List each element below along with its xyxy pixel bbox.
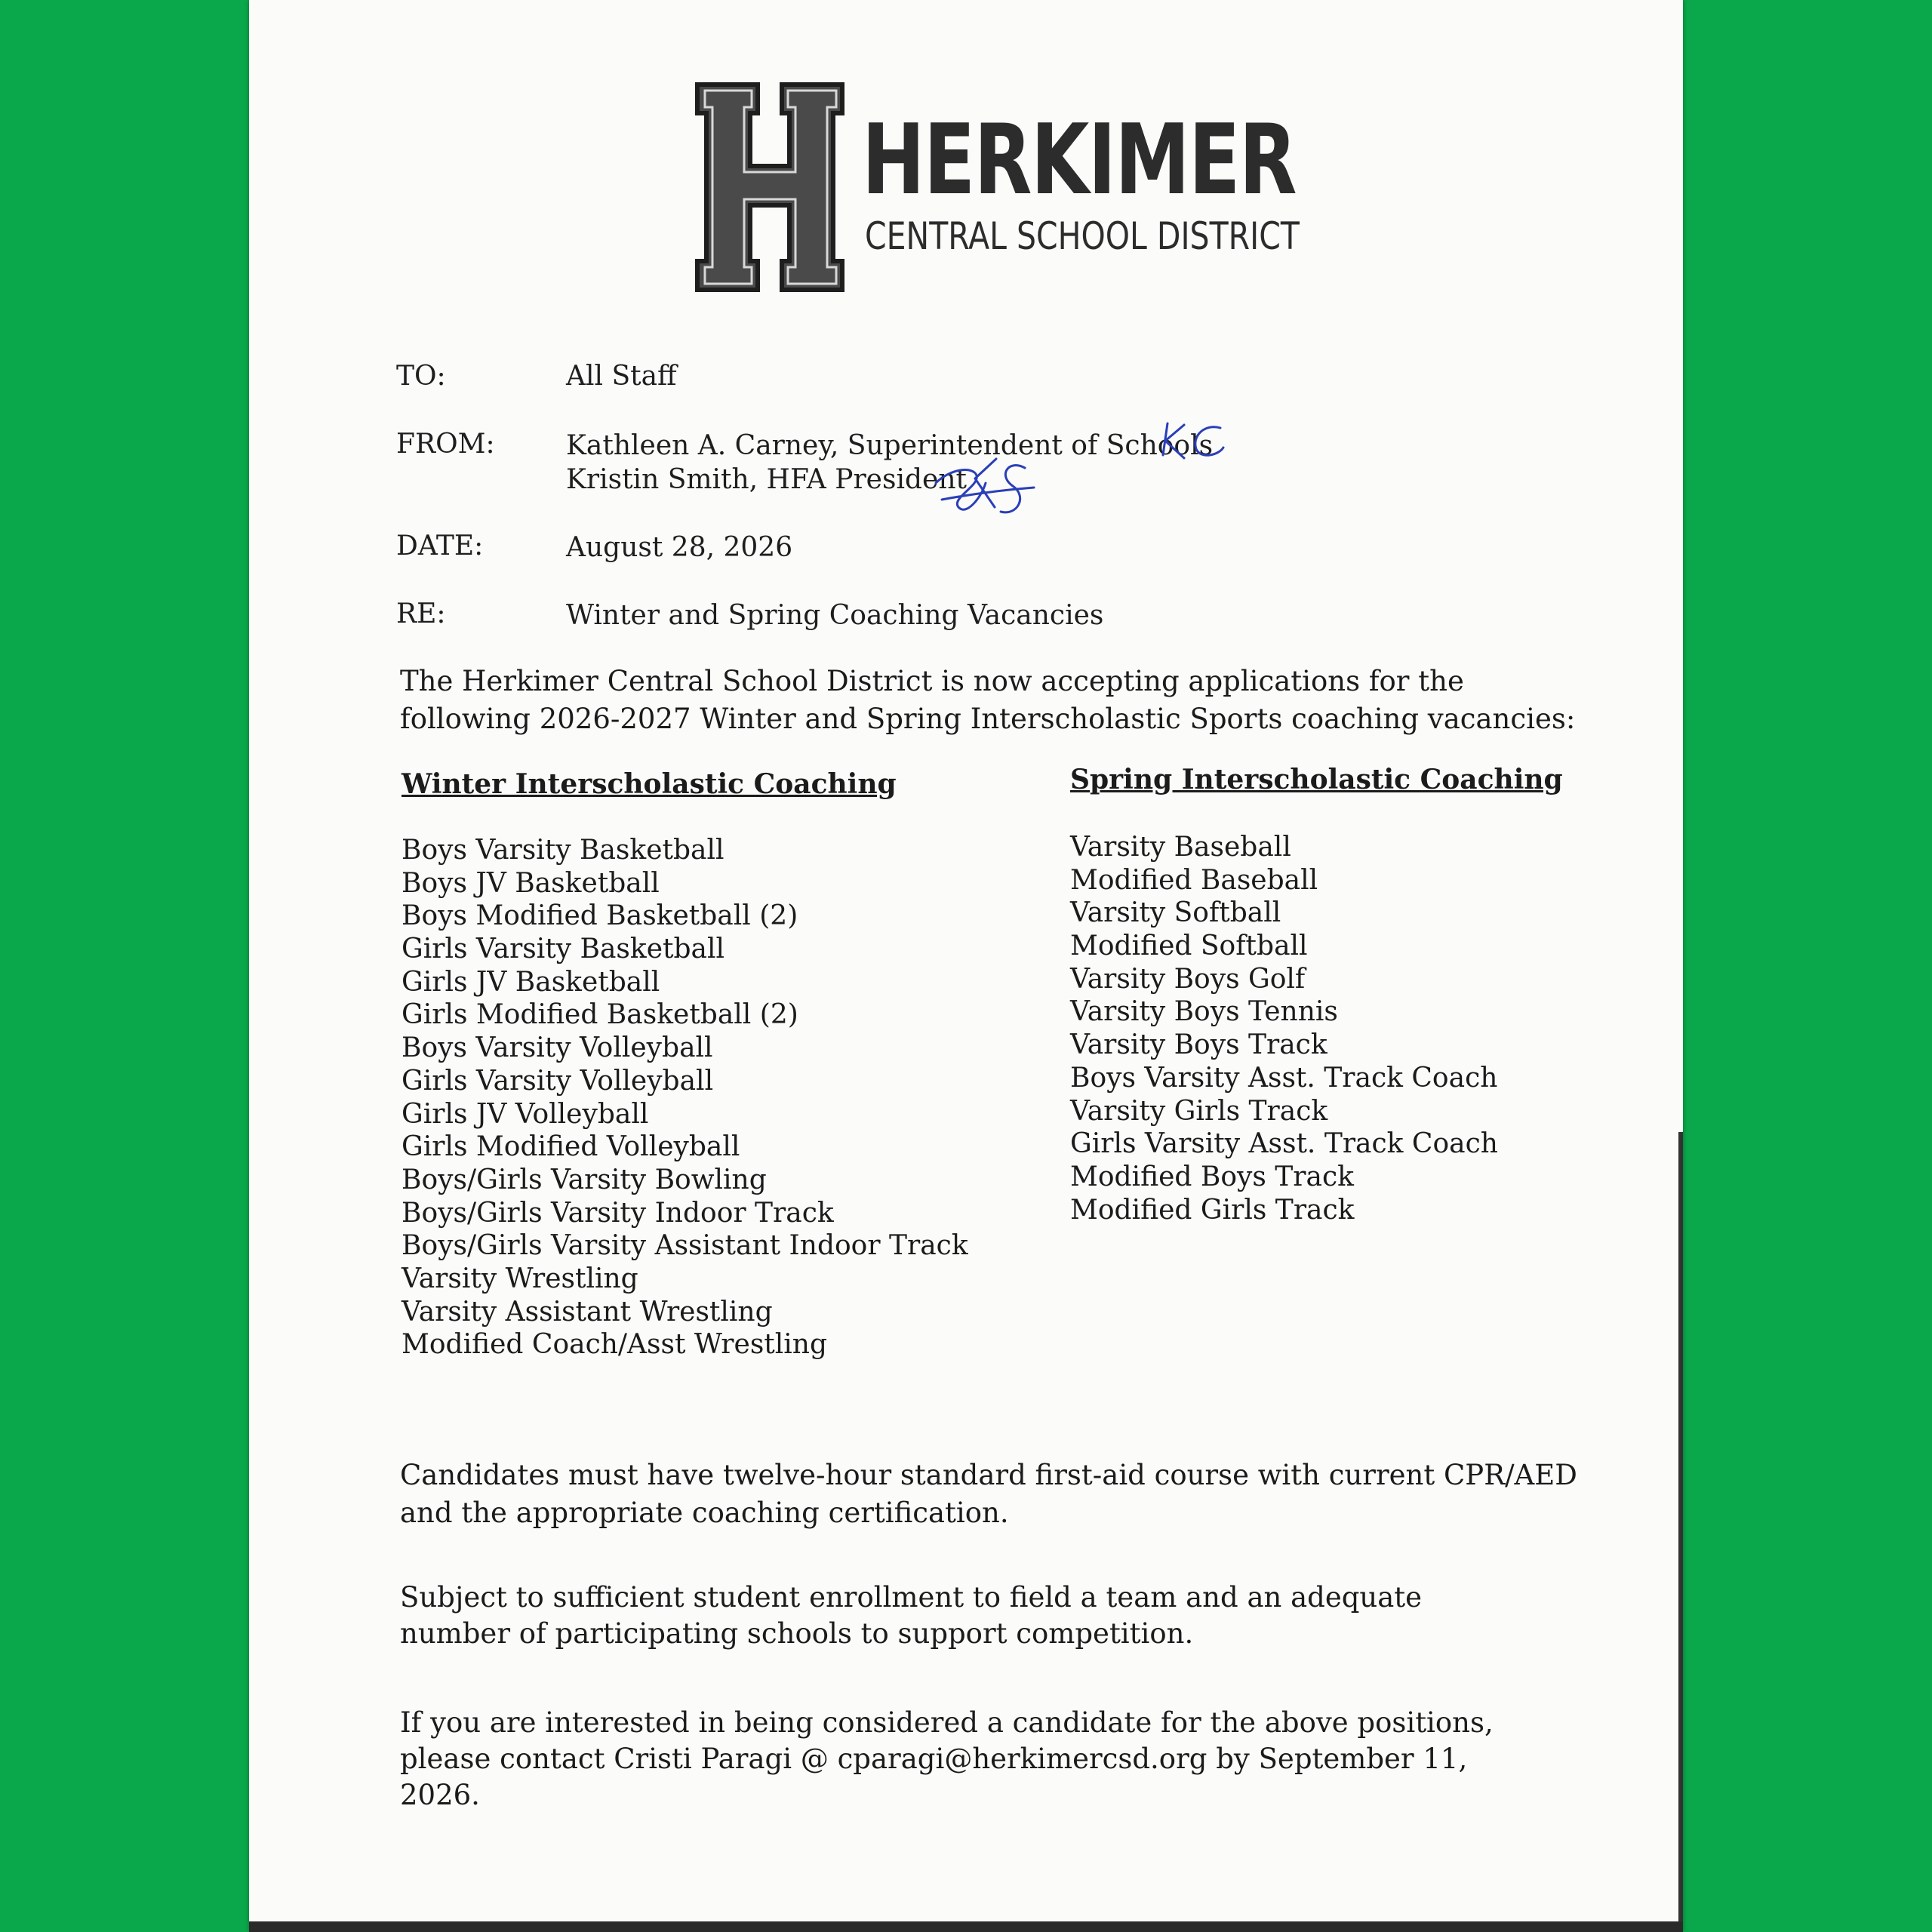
list-item: Varsity Boys Tennis	[1070, 996, 1338, 1028]
h-logo-icon	[694, 82, 845, 293]
list-item: Modified Girls Track	[1070, 1194, 1355, 1226]
winter-list	[401, 834, 968, 1361]
list-item: Modified Coach/Asst Wrestling	[401, 1329, 828, 1361]
to-value: All Staff	[566, 361, 677, 392]
signature-kc	[1158, 419, 1249, 464]
spring-list	[1070, 831, 1498, 1226]
requirements-paragraph: Candidates must have twelve-hour standard first-aid course with current CPR/AED and the appropriate coaching certification.	[400, 1459, 1577, 1529]
winter-heading: Winter Interscholastic Coaching	[401, 768, 897, 800]
list-item: Varsity Girls Track	[1070, 1095, 1328, 1127]
list-item: Boys/Girls Varsity Indoor Track	[401, 1197, 834, 1229]
list-item: Girls Varsity Basketball	[401, 934, 725, 965]
list-item: Girls Varsity Asst. Track Coach	[1070, 1128, 1498, 1160]
list-item: Varsity Softball	[1070, 897, 1281, 929]
list-item: Girls Varsity Volleyball	[401, 1065, 714, 1097]
list-item: Varsity Wrestling	[401, 1263, 638, 1294]
list-item: Boys Modified Basketball (2)	[401, 900, 798, 932]
from-label: FROM:	[396, 429, 495, 460]
from-line-2: Kristin Smith, HFA President	[566, 464, 967, 495]
list-item: Boys/Girls Varsity Bowling	[401, 1164, 767, 1195]
list-item: Boys Varsity Volleyball	[401, 1032, 713, 1064]
date-value: August 28, 2026	[566, 532, 793, 563]
list-item: Girls JV Basketball	[401, 966, 660, 998]
list-item: Modified Softball	[1070, 931, 1308, 962]
contact-line-3: 2026.	[400, 1779, 480, 1811]
list-item: Boys JV Basketball	[401, 867, 660, 899]
district-name: HERKIMER	[862, 104, 1297, 217]
district-subtitle: CENTRAL SCHOOL DISTRICT	[865, 214, 1300, 258]
enrollment-line-2: number of participating schools to support competition.	[400, 1617, 1194, 1650]
list-item: Varsity Assistant Wrestling	[401, 1296, 773, 1327]
list-item: Varsity Baseball	[1070, 832, 1291, 863]
memo-page	[249, 0, 1683, 1932]
list-item: Modified Boys Track	[1070, 1161, 1354, 1192]
re-value: Winter and Spring Coaching Vacancies	[566, 600, 1104, 631]
district-logo	[694, 82, 1524, 300]
list-item: Varsity Boys Golf	[1070, 963, 1306, 995]
list-item: Girls Modified Basketball (2)	[401, 999, 798, 1031]
list-item: Varsity Boys Track	[1070, 1029, 1327, 1061]
spring-heading: Spring Interscholastic Coaching	[1070, 764, 1563, 795]
re-label: RE:	[396, 598, 446, 629]
list-item: Modified Baseball	[1070, 864, 1318, 896]
date-label: DATE:	[396, 531, 484, 561]
list-item: Boys Varsity Asst. Track Coach	[1070, 1062, 1498, 1094]
signature-ks	[928, 453, 1041, 521]
list-item: Girls JV Volleyball	[401, 1098, 649, 1130]
to-label: TO:	[396, 361, 446, 392]
contact-line-2: please contact Cristi Paragi @ cparagi@herkimercsd.org by September 11,	[400, 1743, 1468, 1775]
intro-paragraph: The Herkimer Central School District is now accepting applications for the following 2026-2027 Winter and Spring Interscholastic Sports coaching vacancies:	[400, 665, 1576, 735]
contact-line-1: If you are interested in being considered a candidate for the above positions,	[400, 1706, 1494, 1739]
paper-edge	[249, 1921, 1683, 1932]
enrollment-line-1: Subject to sufficient student enrollment to field a team and an adequate	[400, 1581, 1423, 1614]
from-line-1: Kathleen A. Carney, Superintendent of Schools	[566, 430, 1214, 461]
list-item: Girls Modified Volleyball	[401, 1131, 740, 1163]
paper-edge	[1678, 1132, 1683, 1932]
list-item: Boys/Girls Varsity Assistant Indoor Track	[401, 1230, 968, 1262]
list-item: Boys Varsity Basketball	[401, 835, 724, 866]
